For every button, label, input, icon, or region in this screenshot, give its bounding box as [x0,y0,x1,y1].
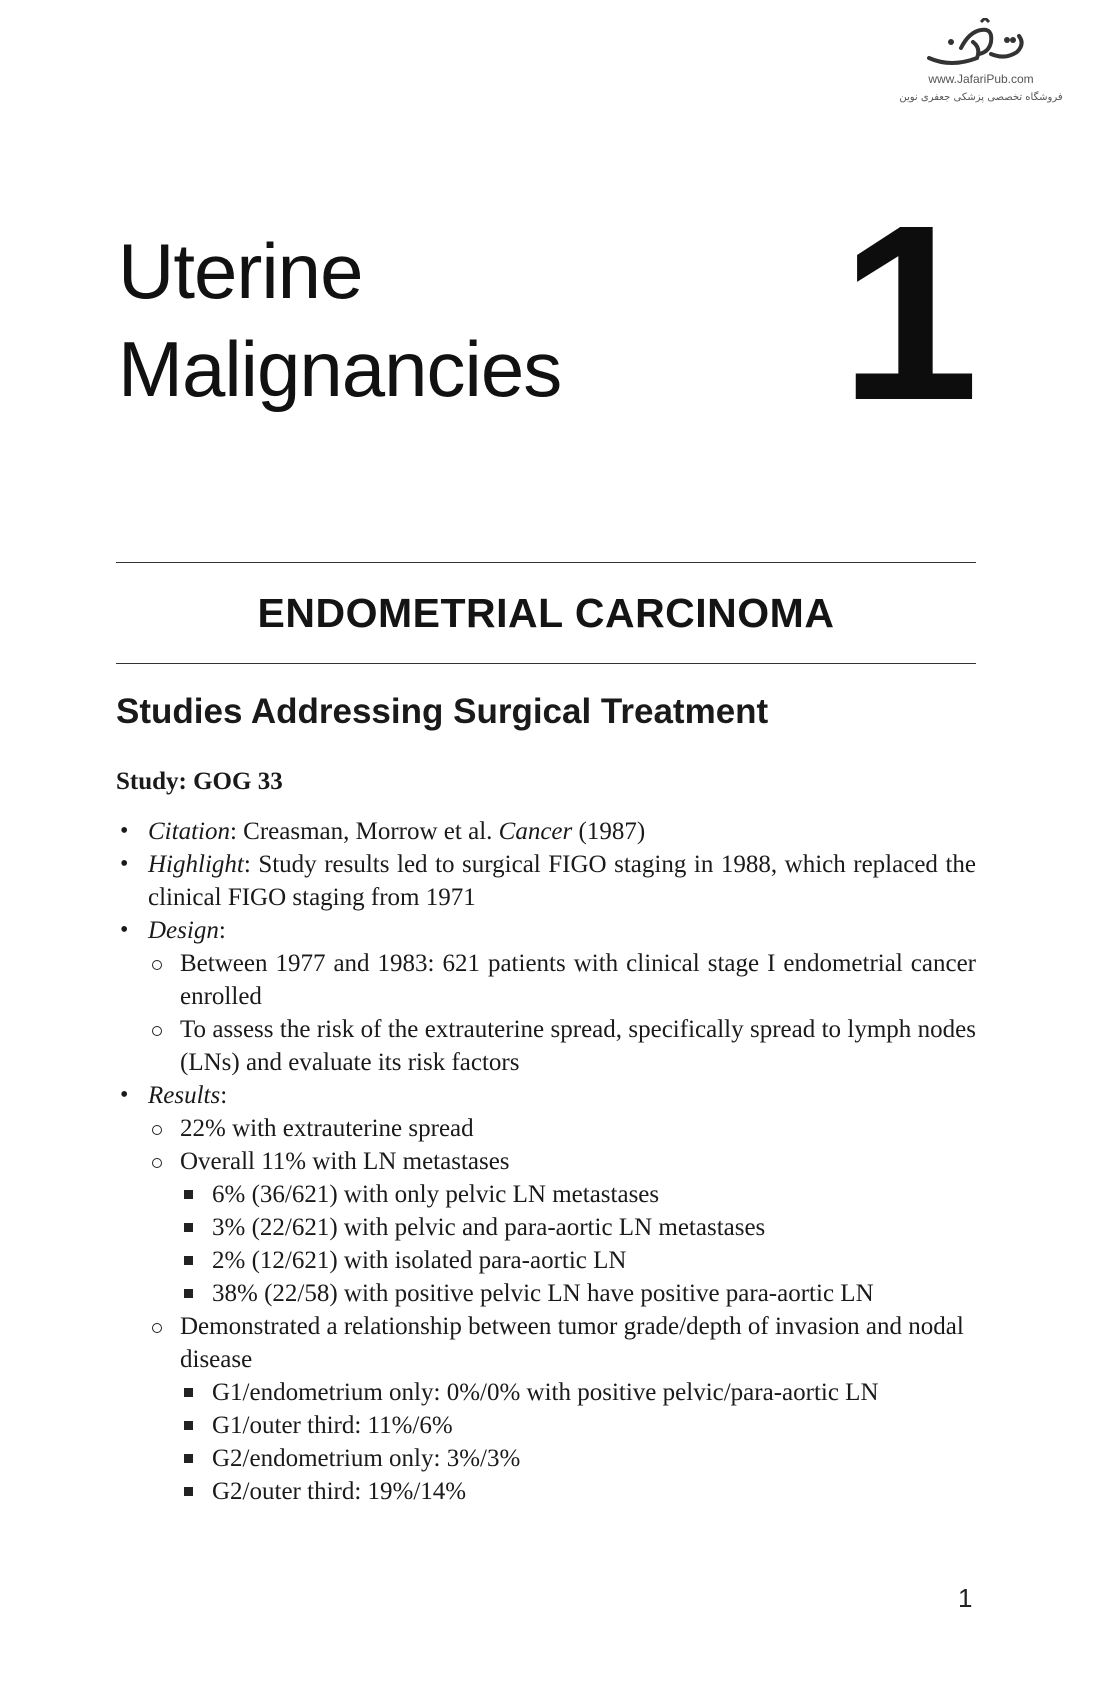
results-list [148,1112,976,1508]
results-item [116,1079,976,1508]
section-rule-bottom [116,663,976,664]
publisher-logo [896,18,1066,128]
design-list [148,947,976,1079]
results-suffix: : [220,1082,228,1109]
citation-authors: : Creasman, Morrow et al. [229,818,499,845]
page-number: 1 [958,1583,973,1613]
citation-item [116,815,976,848]
chapter-number: 1 [840,173,980,452]
results-point-ln-text: Overall 11% with LN metastases [180,1148,510,1175]
results-point: 22% with extrauterine spread [148,1112,976,1145]
ln-metastases-list [180,1178,976,1310]
citation-year: (1987) [572,818,646,845]
highlight-item [116,848,976,914]
highlight-text: : Study results led to surgical FIGO staging in 1988, which replaced the clinical FIGO staging from 1971 [148,851,976,911]
grade-depth-point: G1/outer third: 11%/6% [180,1409,976,1442]
section-title: ENDOMETRIAL CARCINOMA [257,590,835,636]
design-point: Between 1977 and 1983: 621 patients with clinical stage I endometrial cancer enrolled [148,947,976,1013]
highlight-label: Highlight [148,851,244,878]
grade-depth-list [180,1376,976,1508]
chapter-title [118,222,561,418]
design-item [116,914,976,1079]
ln-metastases-point: 3% (22/621) with pelvic and para-aortic LN metastases [180,1211,976,1244]
results-point-grade-text: Demonstrated a relationship between tumor grade/depth of invasion and nodal disease [180,1313,964,1373]
ln-metastases-point: 2% (12/621) with isolated para-aortic LN [180,1244,976,1277]
design-suffix: : [218,917,226,944]
logo-url: www.JafariPub.com [928,72,1034,86]
results-point-ln [148,1145,976,1310]
design-label: Design [148,917,219,944]
ln-metastases-point: 38% (22/58) with positive pelvic LN have positive para-aortic LN [180,1277,976,1310]
study-bullet-list [116,815,976,1508]
study-content [116,815,976,1508]
citation-journal: Cancer [498,818,573,845]
ln-metastases-point: 6% (36/621) with only pelvic LN metastases [180,1178,976,1211]
publisher-logo-mark [921,18,1041,70]
chapter-title-line-2: Malignancies [118,325,562,413]
study-title: Study: GOG 33 [116,768,283,795]
grade-depth-point: G1/endometrium only: 0%/0% with positive pelvic/para-aortic LN [180,1376,976,1409]
section-rule-top [116,562,976,563]
citation-label: Citation [148,818,230,845]
grade-depth-point: G2/endometrium only: 3%/3% [180,1442,976,1475]
results-point-grade [148,1310,976,1508]
logo-subtitle: فروشگاه تخصصی پزشکی جعفری نوین [899,92,1063,103]
grade-depth-point: G2/outer third: 19%/14% [180,1475,976,1508]
chapter-title-line-1: Uterine [118,227,363,315]
design-point: To assess the risk of the extrauterine spread, specifically spread to lymph nodes (LNs) and evaluate its risk factors [148,1013,976,1079]
subsection-title: Studies Addressing Surgical Treatment [116,692,769,731]
results-label: Results [148,1082,221,1109]
